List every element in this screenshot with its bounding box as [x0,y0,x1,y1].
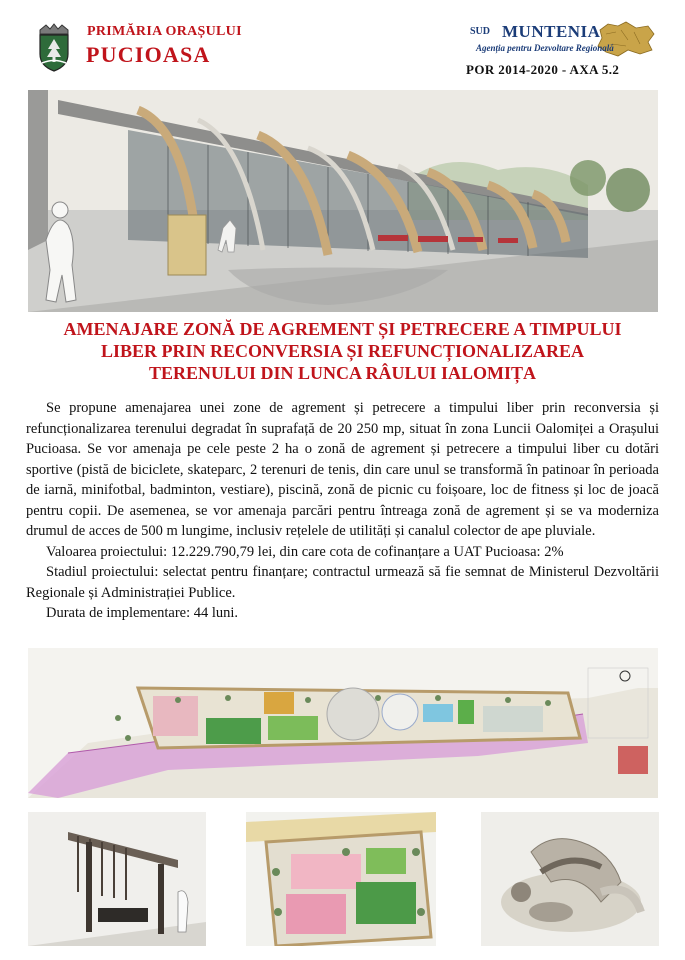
project-title-line1: AMENAJARE ZONĂ DE AGREMENT ȘI PETRECERE A TIMPULUI [63,319,622,339]
page-header [0,0,685,88]
project-description [26,398,659,624]
description-paragraph: Se propune amenajarea unei zone de agrement și petrecere a timpului liber prin reconversia și refuncționalizarea terenului degradat în suprafață de 20 250 mp, situat în zona Luncii Oalomiței a Orașului Pucioasa. Se vor amenaja pe cele peste 2 ha o zonă de agrement și petrecere a timpului liber cu dotări sportive (pistă de biciclete, skateparc, 2 terenuri de tenis, din care unul se transformă în patinoar în perioada de iarnă, minifotbal, badminton, vestiare), piscină, zonă de picnic cu foișoare, loc de fitness și loc de joacă pentru copii. De asemenea, se vor amenaja parcări pentru întreaga zonă de agrement și se va moderniza drumul de acces de 500 m lungime, inclusiv rețelele de utilități și canalul colector de ape pluviale. [26,400,659,539]
org-name-line2: PUCIOASA [86,42,211,67]
partner-prefix: SUD [470,26,491,37]
project-title [20,318,665,384]
partner-subtitle: Agenția pentru Dezvoltare Regională [476,43,614,53]
project-status: Stadiul proiectului: selectat pentru finanțare; contractul urmează să fie semnat de Ministerul Dezvoltării Regionale și Administrației Publice. [26,564,659,601]
coat-of-arms-icon [36,22,72,72]
pergola-render [28,812,206,946]
partner-name: MUNTENIA [502,22,601,41]
playground-render [481,812,659,946]
project-title-line2: LIBER PRIN RECONVERSIA ȘI REFUNCȚIONALIZAREA [100,341,585,361]
project-title-line3: TERENULUI DIN LUNCA RÂULUI IALOMIȚA [148,363,537,383]
project-value: Valoarea proiectului: 12.229.790,79 lei, din care cota de cofinanțare a UAT Pucioasa: 2% [46,543,564,560]
project-duration: Durata de implementare: 44 luni. [46,605,239,621]
org-name-line1: PRIMĂRIA ORAȘULUI [87,24,242,39]
site-plan-drawing [28,648,658,798]
site-plan-detail [246,812,436,946]
hero-architectural-render [28,90,658,312]
program-label: POR 2014-2020 - AXA 5.2 [466,62,620,77]
